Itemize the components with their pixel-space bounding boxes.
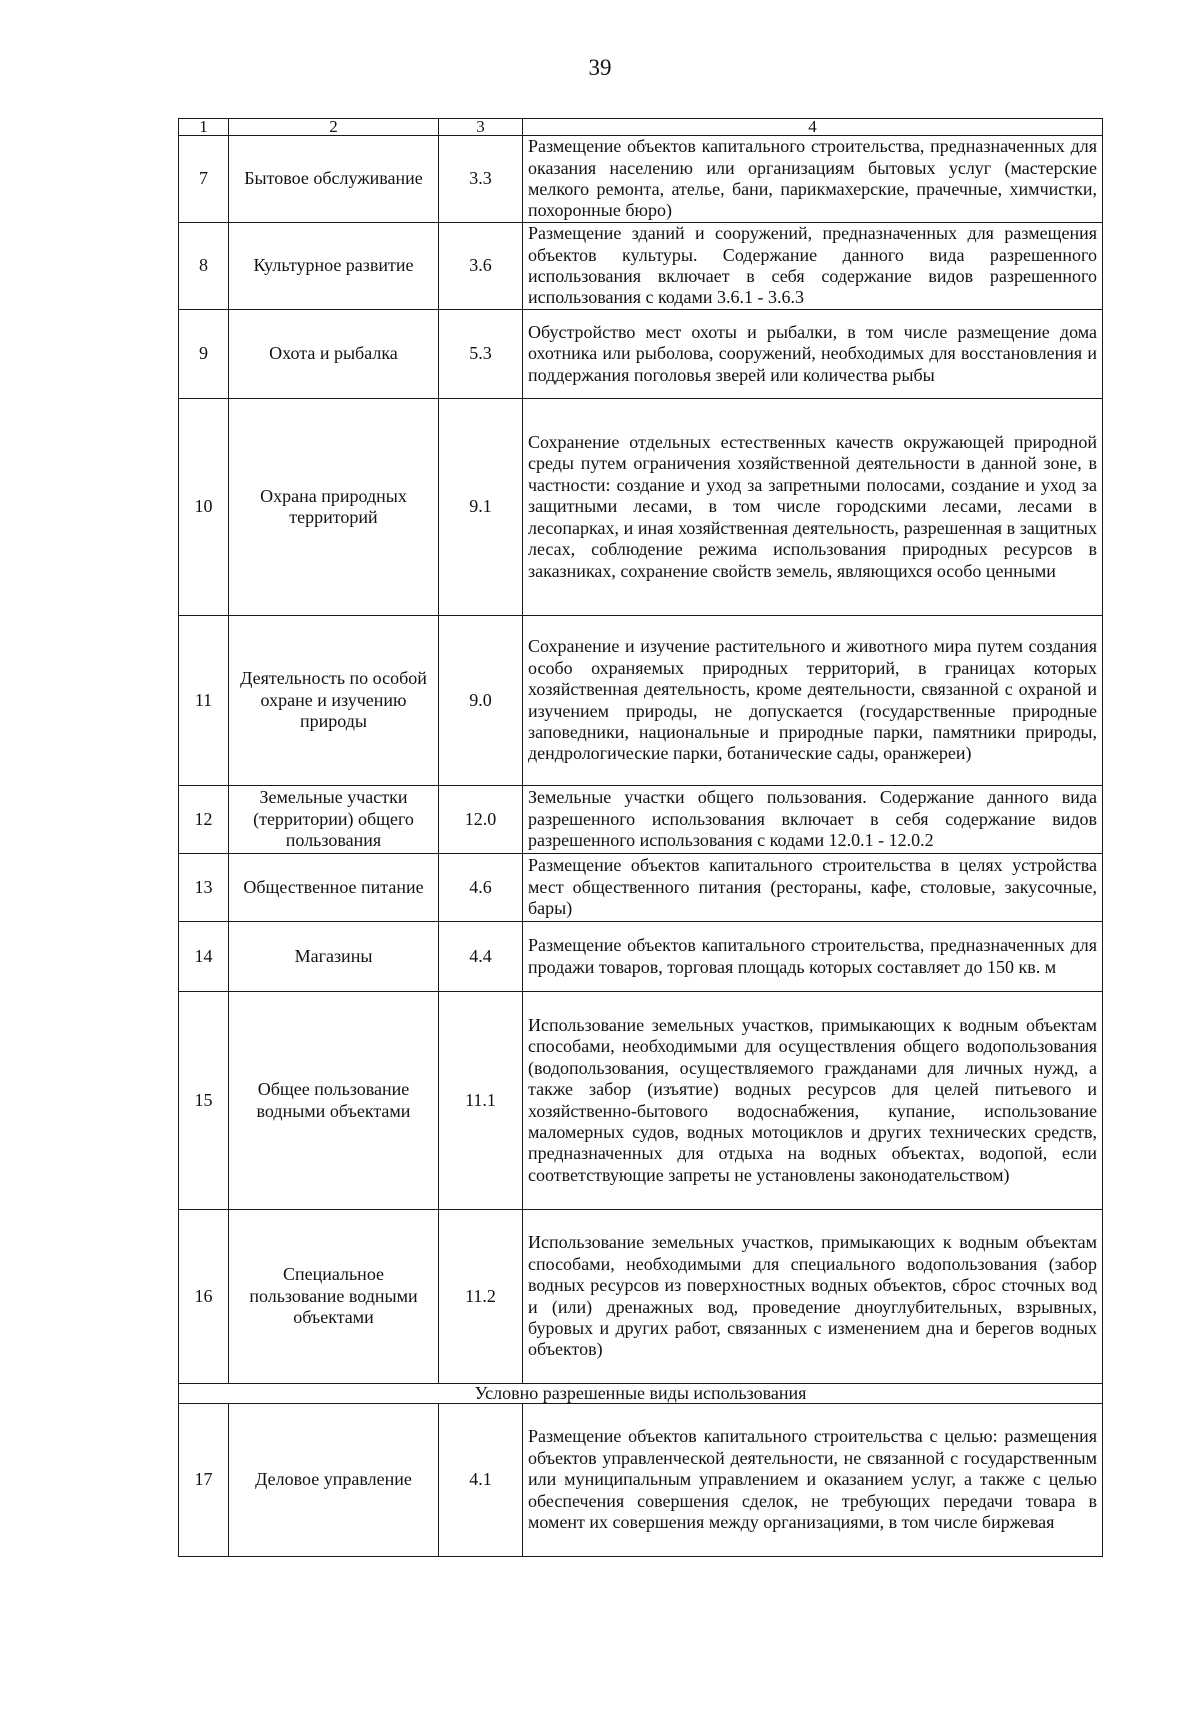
- use-type-name: Земельные участки (территории) общего пользования: [229, 786, 439, 854]
- table-row: [179, 223, 1103, 310]
- column-header: 2: [229, 119, 439, 136]
- use-type-description: Размещение объектов капитального строительства с целью: размещения объектов управленческой деятельности, не связанной с государственным или муниципальным управлением и оказанием услуг, а также с целью обеспечения совершения сделок, не требующих передачи товара в момент их совершения между организациями, в том числе биржевая: [523, 1404, 1103, 1557]
- use-type-name: Охота и рыбалка: [229, 310, 439, 399]
- use-type-description: Использование земельных участков, примыкающих к водным объектам способами, необходимыми для специального водопользования (забор водных ресурсов из поверхностных водных объектов, сброс сточных вод и (или) дренажных вод, проведение дноуглубительных, взрывных, буровых и других работ, связанных с изменением дна и берегов водных объектов): [523, 1210, 1103, 1384]
- use-type-description: Сохранение отдельных естественных качеств окружающей природной среды путем ограничения хозяйственной деятельности в данной зоне, в частности: создание и уход за запретными полосами, создание и уход за защитными лесами, в том числе городскими лесами, лесами в лесопарках, и иная хозяйственная деятельность, разрешенная в защитных лесах, соблюдение режима использования природных ресурсов в заказниках, сохранение свойств земель, являющихся особо ценными: [523, 399, 1103, 616]
- use-type-description: Размещение зданий и сооружений, предназначенных для размещения объектов культуры. Содержание данного вида разрешенного использования включает в себя содержание видов разрешенного использования с кодами 3.6.1 - 3.6.3: [523, 223, 1103, 310]
- use-type-code: 4.1: [439, 1404, 523, 1557]
- row-number: 13: [179, 854, 229, 922]
- use-type-code: 9.1: [439, 399, 523, 616]
- table-header-row: [179, 119, 1103, 136]
- use-type-description: Размещение объектов капитального строительства в целях устройства мест общественного питания (рестораны, кафе, столовые, закусочные, бары): [523, 854, 1103, 922]
- table-row: [179, 786, 1103, 854]
- use-type-description: Обустройство мест охоты и рыбалки, в том числе размещение дома охотника или рыболова, сооружений, необходимых для восстановления и поддержания поголовья зверей или количества рыбы: [523, 310, 1103, 399]
- use-type-description: Земельные участки общего пользования. Содержание данного вида разрешенного использования включает в себя содержание видов разрешенного использования с кодами 12.0.1 - 12.0.2: [523, 786, 1103, 854]
- row-number: 10: [179, 399, 229, 616]
- table-row: [179, 616, 1103, 786]
- use-type-code: 9.0: [439, 616, 523, 786]
- use-type-code: 11.2: [439, 1210, 523, 1384]
- row-number: 14: [179, 922, 229, 992]
- table-row: [179, 992, 1103, 1210]
- table-row: [179, 310, 1103, 399]
- column-header: 1: [179, 119, 229, 136]
- use-type-name: Деловое управление: [229, 1404, 439, 1557]
- use-type-code: 3.3: [439, 136, 523, 223]
- row-number: 12: [179, 786, 229, 854]
- section-title: Условно разрешенные виды использования: [179, 1384, 1103, 1404]
- use-type-name: Специальное пользование водными объектами: [229, 1210, 439, 1384]
- use-type-code: 11.1: [439, 992, 523, 1210]
- use-type-name: Деятельность по особой охране и изучению природы: [229, 616, 439, 786]
- page-number: 39: [588, 55, 612, 80]
- section-header-row: [179, 1384, 1103, 1404]
- use-type-description: Размещение объектов капитального строительства, предназначенных для оказания населению или организациям бытовых услуг (мастерские мелкого ремонта, ателье, бани, парикмахерские, прачечные, химчистки, похоронные бюро): [523, 136, 1103, 223]
- row-number: 7: [179, 136, 229, 223]
- use-type-name: Общее пользование водными объектами: [229, 992, 439, 1210]
- row-number: 17: [179, 1404, 229, 1557]
- use-type-code: 5.3: [439, 310, 523, 399]
- use-type-name: Охрана природных территорий: [229, 399, 439, 616]
- use-type-code: 12.0: [439, 786, 523, 854]
- column-header: 3: [439, 119, 523, 136]
- table-row: [179, 1404, 1103, 1557]
- use-type-code: 4.4: [439, 922, 523, 992]
- row-number: 8: [179, 223, 229, 310]
- table-row: [179, 922, 1103, 992]
- column-header: 4: [523, 119, 1103, 136]
- use-type-description: Использование земельных участков, примыкающих к водным объектам способами, необходимыми для осуществления общего водопользования (водопользования, осуществляемого гражданами для личных нужд, а также забор (изъятие) водных ресурсов для целей питьевого и хозяйственно-бытового водоснабжения, купание, использование маломерных судов, водных мотоциклов и других технических средств, предназначенных для отдыха на водных объектах, водопой, если соответствующие запреты не установлены законодательством): [523, 992, 1103, 1210]
- use-type-code: 3.6: [439, 223, 523, 310]
- use-type-name: Магазины: [229, 922, 439, 992]
- land-use-table: [178, 118, 1103, 1557]
- row-number: 15: [179, 992, 229, 1210]
- use-type-name: Культурное развитие: [229, 223, 439, 310]
- use-type-name: Общественное питание: [229, 854, 439, 922]
- table-row: [179, 399, 1103, 616]
- row-number: 11: [179, 616, 229, 786]
- table-row: [179, 1210, 1103, 1384]
- row-number: 16: [179, 1210, 229, 1384]
- use-type-name: Бытовое обслуживание: [229, 136, 439, 223]
- table-row: [179, 136, 1103, 223]
- table-row: [179, 854, 1103, 922]
- use-type-code: 4.6: [439, 854, 523, 922]
- use-type-description: Размещение объектов капитального строительства, предназначенных для продажи товаров, торговая площадь которых составляет до 150 кв. м: [523, 922, 1103, 992]
- row-number: 9: [179, 310, 229, 399]
- use-type-description: Сохранение и изучение растительного и животного мира путем создания особо охраняемых природных территорий, в границах которых хозяйственная деятельность, кроме деятельности, связанной с охраной и изучением природы, не допускается (государственные природные заповедники, национальные и природные парки, памятники природы, дендрологические парки, ботанические сады, оранжереи): [523, 616, 1103, 786]
